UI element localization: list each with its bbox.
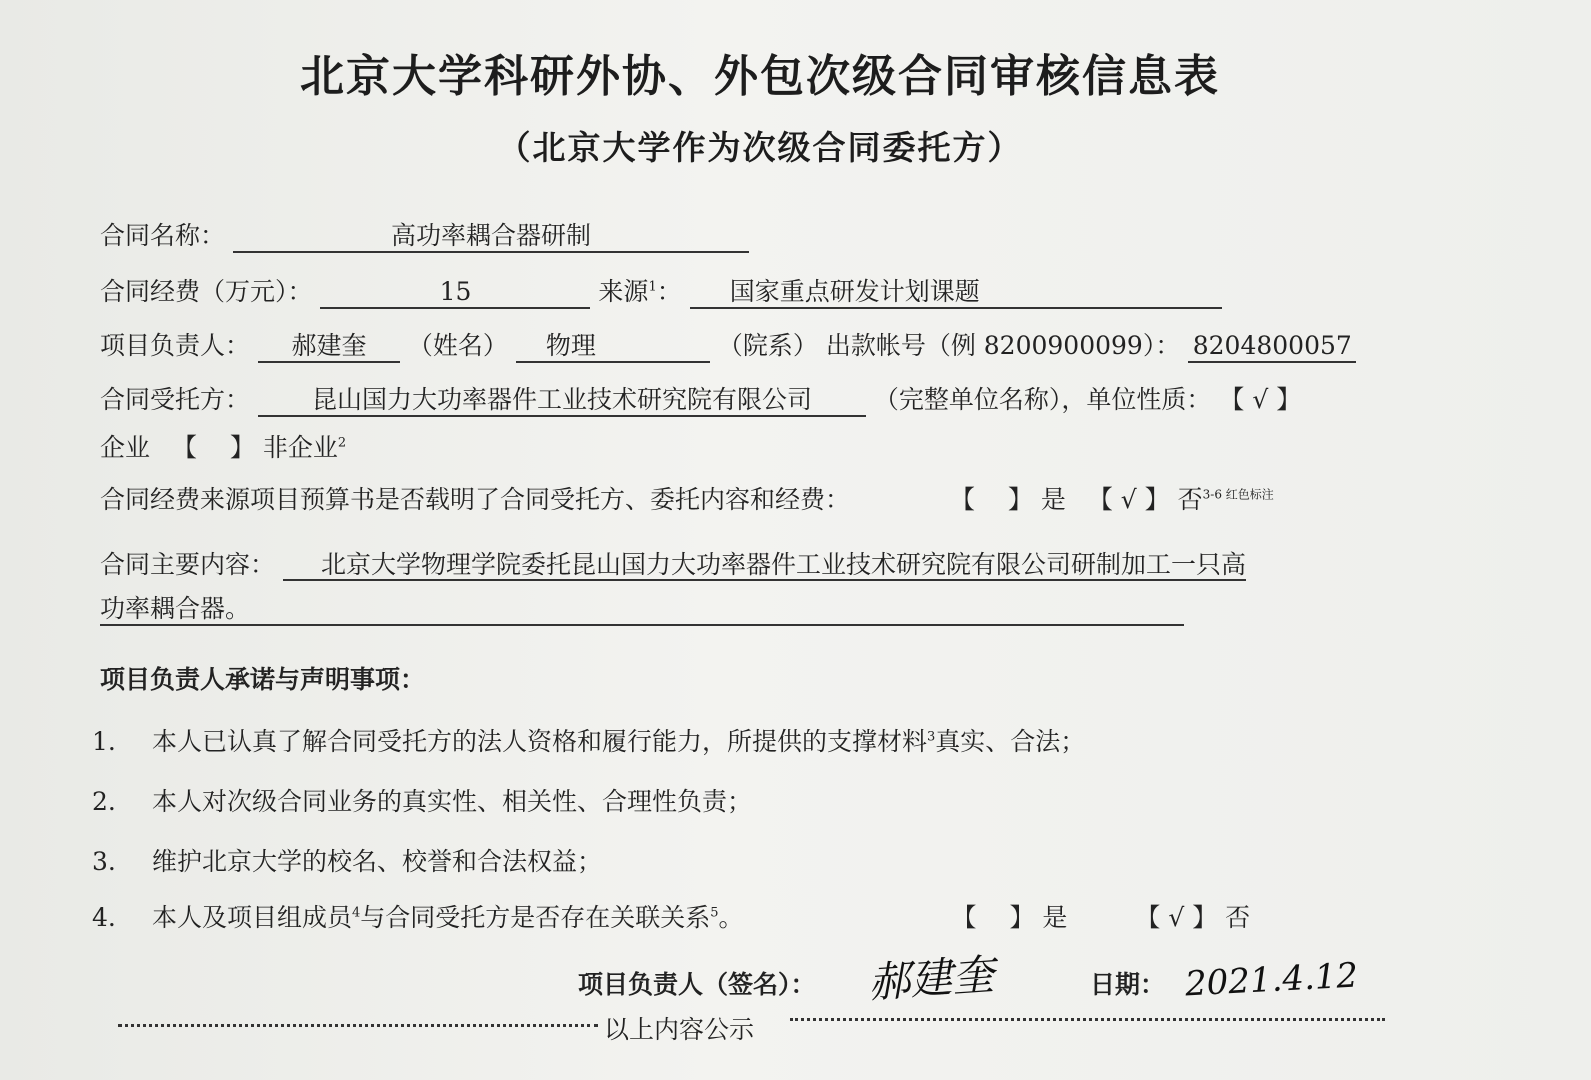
source-footnote: 1	[648, 279, 657, 295]
document-subtitle: （北京大学作为次级合同委托方）	[497, 128, 1023, 167]
commitment-item-1	[92, 722, 1085, 758]
budget-yes-checkbox: 【 】	[949, 485, 1033, 514]
date-label: 日期：	[1090, 970, 1166, 999]
trustee-value: 昆山国力大功率器件工业技术研究院有限公司	[258, 385, 866, 417]
commitment-text: 维护北京大学的校名、校誉和合法权益；	[151, 847, 602, 876]
commitment-number: 2.	[92, 787, 116, 816]
footer-dotted-line-right	[790, 1018, 1385, 1021]
budget-yes-label: 是	[1040, 485, 1066, 514]
document-title: 北京大学科研外协、外包次级合同审核信息表	[300, 51, 1220, 102]
main-content-row-2	[100, 594, 1184, 626]
budget-no-checkbox: 【 √ 】	[1087, 485, 1170, 514]
commitment-number: 3.	[92, 847, 116, 876]
contract-fee-label: 合同经费（万元）：	[100, 277, 313, 306]
leader-name: 郝建奎	[258, 331, 400, 363]
trustee-type-row	[100, 428, 346, 464]
contract-name-label: 合同名称：	[100, 221, 226, 250]
commitment-number: 4.	[92, 903, 116, 932]
footer-text: 以上内容公示	[604, 1015, 755, 1044]
source-colon: ：	[656, 277, 682, 306]
contract-fee-row	[100, 272, 1222, 309]
commitment-text: 本人及项目组成员	[151, 903, 352, 932]
leader-name-note: （姓名）	[407, 331, 508, 360]
trustee-note: （完整单位名称），单位性质：	[873, 385, 1212, 414]
budget-no-label: 否	[1177, 485, 1203, 514]
commitment-item-3	[92, 842, 602, 878]
commitment-number: 1.	[92, 727, 116, 756]
commitment-mid: 与合同受托方是否存在关联关系	[360, 903, 711, 932]
leader-dept-note: （院系）	[717, 331, 818, 360]
commitment-footnote: 3	[926, 729, 936, 745]
relation-no-checkbox: 【 √ 】	[1135, 903, 1218, 932]
non-enterprise-checkbox: 【 】	[171, 433, 255, 462]
footer-dotted-line-left	[118, 1024, 598, 1027]
commitment-text: 本人对次级合同业务的真实性、相关性、合理性负责；	[151, 787, 752, 816]
commitment-footnote: 4	[351, 905, 361, 921]
main-content-line2: 功率耦合器。	[100, 594, 1184, 626]
leader-label: 项目负责人：	[100, 331, 251, 360]
relation-yes-checkbox: 【 】	[951, 903, 1035, 932]
commitment-item-4	[92, 898, 1250, 934]
signature-label: 项目负责人（签名）：	[578, 970, 816, 999]
relation-yes-label: 是	[1042, 903, 1068, 932]
contract-name-value: 高功率耦合器研制	[233, 221, 749, 253]
commitment-text: 本人已认真了解合同受托方的法人资格和履行能力，所提供的支撑材料	[151, 727, 927, 756]
budget-question-row	[100, 480, 1274, 516]
main-content-row	[100, 545, 1246, 581]
enterprise-label: 企业	[100, 433, 151, 462]
account-label: 出款帐号（例 8200900099）：	[825, 331, 1181, 360]
non-enterprise-footnote: 2	[337, 435, 347, 451]
commitments-heading: 项目负责人承诺与声明事项：	[100, 665, 426, 694]
source-value: 国家重点研发计划课题	[690, 277, 1222, 309]
contract-fee-value: 15	[320, 277, 590, 309]
relation-no-label: 否	[1225, 903, 1251, 932]
commitment-footnote-2: 5	[710, 905, 719, 921]
contract-name-row	[100, 216, 749, 253]
enterprise-checkbox: 【 √ 】	[1219, 385, 1302, 414]
main-content-line1: 北京大学物理学院委托昆山国力大功率器件工业技术研究院有限公司研制加工一只高	[283, 550, 1246, 581]
trustee-row	[100, 380, 1301, 417]
non-enterprise-label: 非企业	[262, 433, 338, 462]
commitment-item-2	[92, 782, 752, 818]
handwritten-date: 2021.4.12	[1184, 955, 1359, 1005]
handwritten-signature: 郝建奎	[866, 949, 996, 1008]
budget-question-text: 合同经费来源项目预算书是否载明了合同受托方、委托内容和经费：	[100, 485, 851, 514]
source-label: 来源	[598, 277, 649, 306]
leader-row	[100, 326, 1356, 363]
commitment-tail: 真实、合法；	[935, 727, 1086, 756]
account-value: 8204800057	[1188, 331, 1356, 363]
budget-red-note: 3-6 红色标注	[1202, 487, 1274, 502]
trustee-label: 合同受托方：	[100, 385, 251, 414]
main-content-label: 合同主要内容：	[100, 550, 276, 579]
leader-dept: 物理	[516, 331, 710, 363]
commitment-tail: 。	[718, 903, 744, 932]
